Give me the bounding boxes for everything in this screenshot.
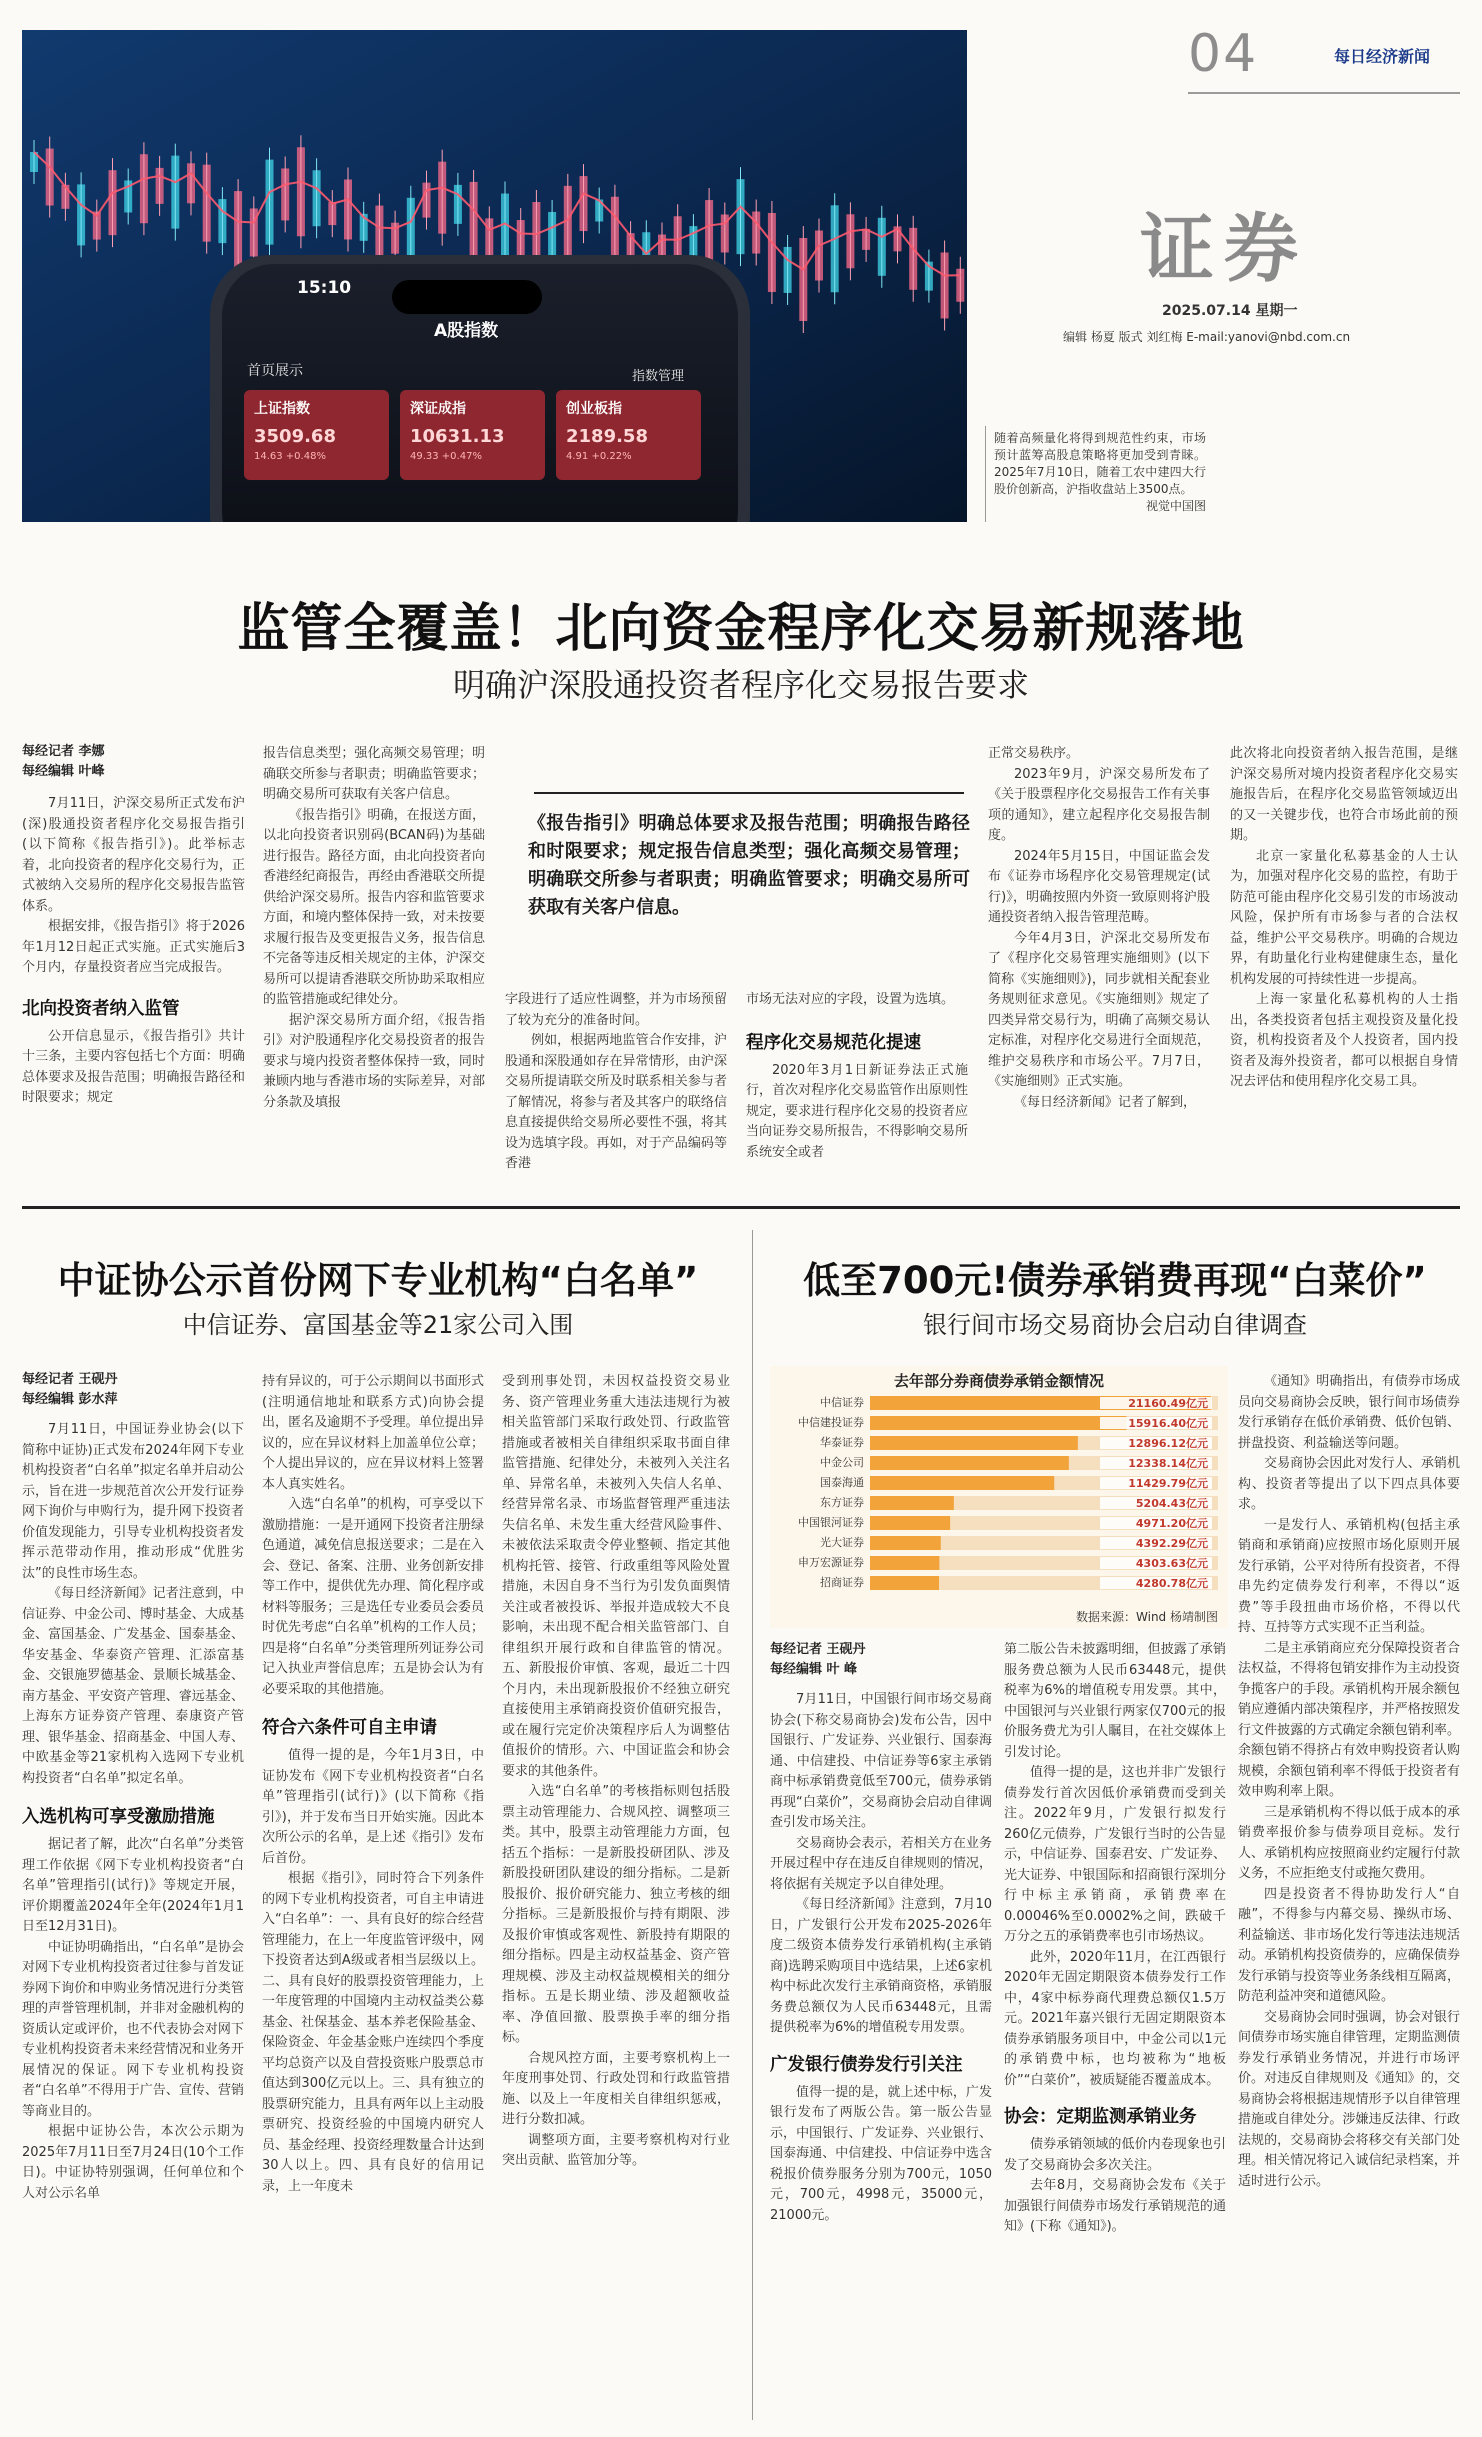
photo-caption: [994, 430, 1206, 515]
article1-reporter: 每经记者 李娜: [22, 744, 105, 759]
chart-value-label: 4392.29亿元: [1135, 1537, 1208, 1550]
editors-line: 编辑 杨夏 版式 刘红梅 E-mail:yanovi@nbd.com.cn: [1063, 330, 1351, 344]
article1-pullquote: 《报告指引》明确总体要求及报告范围；明确报告路径和时限要求；规定报告信息类型；强化高频交易管理；明确联交所参与者职责；明确监管要求；明确交易所可获取有关客户信息。: [528, 813, 970, 918]
paragraph: 2024年5月15日，中国证监会发布《证券市场程序化交易管理规定(试行)》，明确按照内外资一致原则将沪股通投资者纳入报告管理范畴。: [988, 848, 1210, 925]
chart-bar: [870, 1416, 1127, 1430]
paragraph: 7月11日，沪深交易所正式发布沪(深)股通投资者程序化交易报告指引(以下简称《报告指引》)。此举标志着，北向投资者的程序化交易行为，正式被纳入交易所的程序化交易报告监管体系。: [22, 796, 245, 914]
paragraph: 入选“白名单”的考核指标则包括股票主动管理能力、合规风控、调整项三类。其中，股票主动管理能力方面，包括五个指标：一是新股投研团队、涉及新股投研团队建设的细分指标。二是新股报价、报价研究能力、独立考核的细分指标。三是新股报价与持有期限、涉及报价审慎或客观性、新股持有期限的细分指标。四是主动权益基金、资产管理规模、涉及主动权益规模相关的细分指标。五是长期业绩、涉及超额收益率、净值回撤、股票换手率的细分指标。: [502, 1784, 730, 2045]
paragraph: 据沪深交易所方面介绍，《报告指引》对沪股通程序化交易投资者的报告要求与境内投资者整体保持一致，同时兼顾内地与香港市场的实际差异，对部分条款及填报: [263, 1012, 485, 1110]
article1-col5: [988, 744, 1210, 1182]
chart-category-label: 申万宏源证券: [798, 1556, 864, 1569]
chart-bar: [870, 1476, 1054, 1490]
paragraph: 中证协明确指出，“白名单”是协会对网下专业机构投资者过往参与首发证券网下询价和申购业务情况进行分类管理的声誉管理机制，并非对金融机构的资质认定或评价，也不代表协会对网下专业机构投资者未来经营情况和业务开展情况的保证。网下专业机构投资者“白名单”不得用于广告、宣传、营销等商业目的。: [22, 1939, 244, 2119]
article1-subhead: 明确沪深股通投资者程序化交易报告要求: [452, 666, 1029, 704]
paragraph: 交易商协会同时强调，协会对银行间债券市场实施自律管理，定期监测债券发行承销业务情况，并进行市场评价。对违反自律规则及《通知》的，交易商协会将根据违规情形予以自律管理措施或自律处分。涉嫌违反法律、行政法规的，交易商协会将移交有关部门处理。相关情况将记入诚信纪录档案，并适时进行公示。: [1238, 2009, 1460, 2189]
chart-category-label: 中国银河证券: [798, 1516, 864, 1529]
paragraph: 值得一提的是，就上述中标，广发银行发布了两版公告。第一版公告显示，中国银行、广发证券、兴业银行、国泰海通、中信建投、中信证券中选含税报价债券服务分别为700元，1050元，700元，4998元，35000元，21000元。: [770, 2084, 992, 2223]
article3-subheading-1: 广发银行债券发行引关注: [770, 2054, 963, 2075]
article2-col1: [22, 1370, 244, 2425]
paragraph: 四是投资者不得协助发行人“自融”，不得参与内幕交易、操纵市场、利益输送、非市场化发行等违法违规活动。承销机构投资债券的，应确保债券发行承销与投资等业务条线相互隔离，防范利益冲突和道德风险。: [1238, 1886, 1460, 2004]
chart-bar: [870, 1516, 950, 1530]
index-card-sz[interactable]: [400, 390, 545, 480]
chart-value-label: 12896.12亿元: [1128, 1437, 1208, 1450]
section-title: 证券: [1140, 206, 1308, 292]
chart-value-label: 5204.43亿元: [1135, 1497, 1208, 1510]
article3-col1: [770, 1640, 992, 2425]
paragraph: 正常交易秩序。: [988, 746, 1080, 761]
photo-caption-text: 随着高频量化将得到规范性约束，市场预计蓝筹高股息策略将更加受到青睐。2025年7月10日，随着工农中建四大行股价创新高，沪指收盘站上3500点。: [994, 431, 1206, 496]
paragraph: 调整项方面，主要考察机构对行业突出贡献、监管加分等。: [502, 2132, 730, 2168]
index-card-name: 上证指数: [254, 401, 310, 417]
paragraph: 值得一提的是，今年1月3日，中证协发布《网下专业机构投资者“白名单”管理指引(试行)》(以下简称《指引》)，并于发布当日开始实施。因此本次所公示的名单，是上述《指引》发布后首份。: [262, 1748, 484, 1866]
chart-category-label: 东方证券: [820, 1496, 864, 1509]
article2-subheading-1: 入选机构可享受激励措施: [22, 1807, 215, 1827]
paragraph: 公开信息显示，《报告指引》共计十三条，主要内容包括七个方面：明确总体要求及报告范围；明确报告路径和时限要求；规定: [22, 1028, 245, 1105]
article2-col2: [262, 1372, 484, 2425]
phone-nav-left[interactable]: 首页展示: [247, 363, 303, 379]
chart-category-label: 华泰证券: [820, 1436, 864, 1449]
chart-bar: [870, 1456, 1069, 1470]
article3-editor: 每经编辑 叶 峰: [770, 1662, 858, 1677]
chart-category-label: 国泰海通: [820, 1476, 864, 1489]
paragraph: 《通知》明确指出，有债券市场成员向交易商协会反映，银行间市场债券发行承销存在低价承销费、低价包销、拼盘投资、利益输送等问题。: [1238, 1374, 1460, 1451]
article3-reporter: 每经记者 王砚丹: [770, 1642, 866, 1657]
index-card-sh[interactable]: [244, 390, 389, 480]
article2-subheading-2: 符合六条件可自主申请: [262, 1718, 437, 1738]
paragraph: 今年4月3日，沪深北交易所发布了《程序化交易管理实施细则》(以下简称《实施细则》)，同步就相关配套业务规则征求意见。《实施细则》规定了四类异常交易行为，明确了高频交易认定标准，对程序化交易进行全面规范，维护交易秩序和市场公平。7月7日，《实施细则》正式实施。: [988, 930, 1210, 1089]
index-card-value: 10631.13: [410, 426, 505, 447]
article1-editor: 每经编辑 叶峰: [22, 764, 105, 779]
masthead-rule: [1188, 92, 1460, 94]
phone-nav-right[interactable]: 指数管理: [632, 369, 685, 384]
chart-category-label: 中信证券: [820, 1396, 864, 1409]
paragraph: 三是承销机构不得以低于成本的承销费率报价参与债券项目竞标。发行人、承销机构应按照商业约定履行付款义务，不应拒绝支付或拖欠费用。: [1238, 1804, 1460, 1881]
paragraph: 受到刑事处罚，未因权益投资交易业务、资产管理业务重大违法违规行为被相关监管部门采取行政处罚、行政监管措施或者被相关自律组织采取书面自律监管措施、纪律处分，未被列入关注名单、异常名单，未被列入失信人名单、经营异常名录、市场监督管理严重违法失信名单、未发生重大经营风险事件、未被依法采取责令停业整顿、指定其他机构托管、接管、行政重组等风险处置措施，未因自身不当行为引发负面舆情关注或者被投诉、举报并造成较大不良影响，未出现不配合相关监管部门、自律组织开展行政和自律监管的情况。五、新股报价审慎、客观，最近二十四个月内，未出现新股报价不经独立研究直接使用主承销商投资价值研究报告，或在履行完定价决策程序后人为调整估值报价的情形。六、中国证监会和协会要求的其他条件。: [502, 1374, 730, 1779]
index-card-value: 2189.58: [566, 426, 648, 447]
paper-name: 每日经济新闻: [1334, 47, 1431, 66]
bond-chart: [770, 1366, 1228, 1628]
index-card-change: 49.33 +0.47%: [410, 451, 482, 462]
chart-category-label: 中信建投证券: [798, 1416, 864, 1429]
article3-col2: [1004, 1640, 1226, 2425]
paragraph: 2023年9月，沪深交易所发布了《关于股票程序化交易报告工作有关事项的通知》，建立起程序化交易报告制度。: [988, 766, 1210, 843]
paragraph: 《报告指引》明确，在报送方面，以北向投资者识别码(BCAN码)为基础进行报告。路径方面，由北向投资者向香港经纪商报告，再经由香港联交所提供给沪深交易所。报告内容和监管要求方面，和境内整体保持一致，对未按要求履行报告及变更报告义务，报告信息不完备等违反相关规定的主体，沪深交易所可以提请香港联交所协助采取相应的监管措施或纪律处分。: [263, 807, 485, 1007]
article2-subhead: 中信证券、富国基金等21家公司入围: [182, 1311, 574, 1339]
paragraph: 北京一家量化私募基金的人士认为，加强对程序化交易的监控，有助于防范可能由程序化交易引发的市场波动风险，保护所有市场参与者的合法权益，维护公平交易秩序。明确的合规边界，有助量化行业构建健康生态，量化机构发展的可持续性进一步提高。: [1230, 848, 1458, 987]
index-card-value: 3509.68: [254, 426, 336, 447]
index-card-name: 深证成指: [410, 401, 466, 417]
paragraph: 《每日经济新闻》注意到，7月10日，广发银行公开发布2025-2026年度二级资本债券发行承销机构(主承销商)选聘采购项目中选结果，上述6家机构中标此次发行主承销商资格，承销服务费总额仅为人民币63448元，且需提供税率为6%的增值税专用发票。: [770, 1897, 992, 2035]
hero-photo: [22, 30, 967, 522]
vertical-divider: [752, 1230, 753, 2420]
paragraph: 去年8月，交易商协会发布《关于加强银行间债券市场发行承销规范的通知》(下称《通知》)。: [1004, 2178, 1226, 2234]
date-line: 2025.07.14 星期一: [1162, 303, 1298, 319]
paragraph: 二是主承销商应充分保障投资者合法权益，不得将包销安排作为主动投资争揽客户的手段。承销机构开展余额包销应遵循内部决策程序，并严格按照发行文件披露的方式确定余额包销利率。余额包销不得挤占有效申购投资者认购规模，余额包销利率不得低于投资者有效申购利率上限。: [1238, 1640, 1460, 1799]
article2-col3: [502, 1372, 730, 2425]
phone-time: 15:10: [297, 278, 352, 298]
chart-value-label: 4303.63亿元: [1135, 1557, 1208, 1570]
article1-col2: [263, 744, 485, 1182]
chart-bar: [870, 1536, 941, 1550]
paragraph: 《每日经济新闻》记者注意到，中信证券、中金公司、博时基金、大成基金、富国基金、广发基金、国泰基金、华安基金、华泰资产管理、汇添富基金、交银施罗德基金、景顺长城基金、南方基金、平安资产管理、睿远基金、上海东方证券资产管理、泰康资产管理、银华基金、招商基金、中国人寿、中欧基金等21家机构入选网下专业机构投资者“白名单”拟定名单。: [22, 1586, 244, 1786]
paragraph: 上海一家量化私募机构的人士指出，各类投资者包括主观投资及量化投资，机构投资者及个人投资者，国内投资者及海外投资者，都可以根据自身情况去评估和使用程序化交易工具。: [1230, 992, 1458, 1089]
chart-value-label: 4971.20亿元: [1135, 1517, 1208, 1530]
chart-category-label: 光大证券: [820, 1536, 864, 1549]
paragraph: 第二版公告未披露明细，但披露了承销服务费总额为人民币63448元，提供税率为6%的增值税专用发票。其中，中国银河与兴业银行两家仅700元的报价服务费尤为引人瞩目，在社交媒体上引发讨论。: [1004, 1642, 1226, 1760]
article1-headline: 监管全覆盖！北向资金程序化交易新规落地: [237, 599, 1245, 659]
article3-subhead: 银行间市场交易商协会启动自律调查: [923, 1311, 1307, 1339]
article1-subheading-2: 程序化交易规范化提速: [746, 1032, 921, 1053]
chart-value-label: 12338.14亿元: [1128, 1457, 1208, 1470]
section-divider: [22, 1206, 1460, 1209]
paragraph: 入选“白名单”的机构，可享受以下激励措施：一是开通网下投资者注册绿色通道，减免信息报送要求；二是在入会、登记、备案、注册、业务创新安排等工作中，提供优先办理、简化程序或材料等服务；三是选任专业委员会委员时优先考虑“白名单”机构的工作人员；四是将“白名单”分类管理所列证券公司记入执业声誉信息库；五是协会认为有必要采取的其他措施。: [262, 1497, 484, 1697]
paragraph: 《每日经济新闻》记者了解到，: [1014, 1094, 1197, 1110]
article3-headline: 低至700元!债券承销费再现“白菜价”: [803, 1259, 1427, 1302]
article2-reporter: 每经记者 王砚丹: [22, 1372, 118, 1387]
paragraph: 持有异议的，可于公示期间以书面形式(注明通信地址和联系方式)向协会提出，匿名及逾期不予受理。单位提出异议的，应在异议材料上加盖单位公章；个人提出异议的，应在异议材料上签署本人真实姓名。: [262, 1374, 484, 1492]
paragraph: 市场无法对应的字段，设置为选填。: [746, 992, 955, 1007]
caption-divider: [985, 426, 986, 522]
article2-headline: 中证协公示首份网下专业机构“白名单”: [57, 1259, 699, 1302]
chart-value-label: 15916.40亿元: [1128, 1417, 1208, 1430]
chart-bar: [870, 1576, 939, 1590]
paragraph: 2020年3月1日新证券法正式施行，首次对程序化交易监管作出原则性规定，要求进行程序化交易的投资者应当向证券交易所报告，不得影响交易所系统安全或者: [746, 1062, 968, 1160]
paragraph: 债券承销领域的低价内卷现象也引发了交易商协会多次关注。: [1004, 2137, 1226, 2173]
chart-category-label: 中金公司: [820, 1456, 864, 1469]
chart-plot: [770, 1388, 1228, 1613]
paragraph: 字段进行了适应性调整，并为市场预留了较为充分的准备时间。: [505, 992, 727, 1028]
paragraph: 7月11日，中国银行间市场交易商协会(下称交易商协会)发布公告，因中国银行、广发证券、兴业银行、国泰海通、中信建投、中信证券等6家主承销商中标承销费竟低至700元，债券承销再现“白菜价”，交易商协会启动自律调查引发市场关注。: [770, 1692, 992, 1830]
chart-bar: [870, 1436, 1078, 1450]
article1-col1: [22, 742, 245, 1182]
pullquote-rule-top: [534, 792, 964, 794]
paragraph: 此外，2020年11月，在江西银行2020年无固定期限资本债券发行工作中，4家中标券商代理费总额仅1.5万元。2021年嘉兴银行无固定期限资本债券承销服务项目中，中金公司以1元的承销费中标，也均被称为“地板价”“白菜价”，被质疑能否覆盖成本。: [1004, 1949, 1226, 2088]
paragraph: 合规风控方面，主要考察机构上一年度刑事处罚、行政处罚和行政监管措施、以及上一年度相关自律组织惩戒，进行分数扣减。: [502, 2050, 730, 2127]
chart-bar: [870, 1496, 954, 1510]
index-card-cyb[interactable]: [556, 390, 701, 480]
chart-value-label: 4280.78亿元: [1135, 1577, 1208, 1590]
paragraph: 根据《指引》，同时符合下列条件的网下专业机构投资者，可自主申请进入“白名单”：一、具有良好的综合经营管理能力，在上一年度监管评级中，网下投资者达到A级或者相当层级以上。二、具有良好的股票投资管理能力，上一年度管理的中国境内主动权益类公募基金、社保基金、基本养老保险基金、保险资金、年金基金账户连续四个季度平均总资产以及自营投资账户股票总市值达到300亿元以上。三、具有独立的股票研究能力，且具有两年以上主动股票研究、投资经验的中国境内研究人员、基金经理、投资经理数量合计达到30人以上。四、具有良好的信用记录，上一年度未: [262, 1871, 484, 2194]
article1-col6: [1230, 744, 1458, 1182]
paragraph: 据记者了解，此次“白名单”分类管理工作依据《网下专业机构投资者“白名单”管理指引(试行)》等规定开展，评价期覆盖2024年全年(2024年1月1日至12月31日)。: [22, 1837, 244, 1934]
paragraph: 例如，根据两地监管合作安排，沪股通和深股通如存在异常情形，由沪深交易所提请联交所及时联系相关参与者了解情况，将参与者及其客户的联络信息直接提供给交易所必要性不强，将其设为选填字段。再如，对于产品编码等香港: [505, 1033, 727, 1171]
paragraph: 一是发行人、承销机构(包括主承销商和承销商)应按照市场化原则开展发行承销，公平对待所有投资者，不得串先约定债券发行利率，不得以“返费”等手段扭曲市场价格，不得以代持、互持等方式实现不正当利益。: [1238, 1517, 1460, 1635]
chart-category-label: 招商证券: [820, 1576, 864, 1589]
paragraph: 此次将北向投资者纳入报告范围，是继沪深交易所对境内投资者程序化交易实施报告后，在程序化交易监管领域迈出的又一关键步伐，也符合市场此前的预期。: [1230, 746, 1458, 843]
index-card-name: 创业板指: [566, 401, 622, 417]
article1-col4: [746, 990, 968, 1182]
chart-source: 数据来源：Wind 杨靖制图: [1076, 1610, 1218, 1624]
paragraph: 7月11日，中国证券业协会(以下简称中证协)正式发布2024年网下专业机构投资者“白名单”拟定名单并启动公示，旨在进一步规范首次公开发行证券网下询价与申购行为，提升网下投资者价值发现能力，引导专业机构投资者发挥示范带动作用，推动形成“优胜劣汰”的良性市场生态。: [22, 1422, 244, 1581]
paragraph: 根据中证协公告，本次公示期为2025年7月11日至7月24日(10个工作日)。中证协特别强调，任何单位和个人对公示名单: [22, 2124, 244, 2201]
paragraph: 根据安排，《报告指引》将于2026年1月12日起正式实施。正式实施后3个月内，存量投资者应当完成报告。: [22, 919, 245, 975]
article3-subheading-2: 协会：定期监测承销业务: [1004, 2107, 1197, 2127]
chart-value-label: 11429.79亿元: [1128, 1477, 1208, 1490]
photo-credit: 视觉中国图: [1145, 499, 1206, 513]
paragraph: 交易商协会因此对发行人、承销机构、投资者等提出了以下四点具体要求。: [1238, 1456, 1460, 1512]
chart-value-label: 21160.49亿元: [1128, 1397, 1208, 1410]
paragraph: 值得一提的是，这也并非广发银行债券发行首次因低价承销费而受到关注。2022年9月，广发银行拟发行260亿元债券，广发银行当时的公告显示，中信证券、国泰君安、广发证券、光大证券、中银国际和招商银行深圳分行中标主承销商，承销费率在0.00046%至0.0002%之间，跌破千万分之五的承销费率也引市场热议。: [1004, 1765, 1226, 1944]
article2-editor: 每经编辑 彭水萍: [22, 1392, 118, 1407]
index-card-change: 14.63 +0.48%: [254, 451, 326, 462]
article1-subheading-1: 北向投资者纳入监管: [22, 998, 180, 1019]
article3-col3: [1238, 1372, 1460, 2425]
index-card-change: 4.91 +0.22%: [566, 451, 632, 462]
phone-title: A股指数: [434, 321, 499, 341]
chart-bar: [870, 1556, 939, 1570]
page-number: 04: [1188, 24, 1259, 84]
chart-title: 去年部分券商债券承销金额情况: [893, 1372, 1104, 1390]
paragraph: 报告信息类型；强化高频交易管理；明确联交所参与者职责；明确监管要求；明确交易所可获取有关客户信息。: [263, 746, 485, 802]
paragraph: 交易商协会表示，若相关方在业务开展过程中存在违反自律规则的情况，将依据有关规定予以自律处理。: [770, 1835, 992, 1892]
article1-col3: [505, 990, 727, 1182]
